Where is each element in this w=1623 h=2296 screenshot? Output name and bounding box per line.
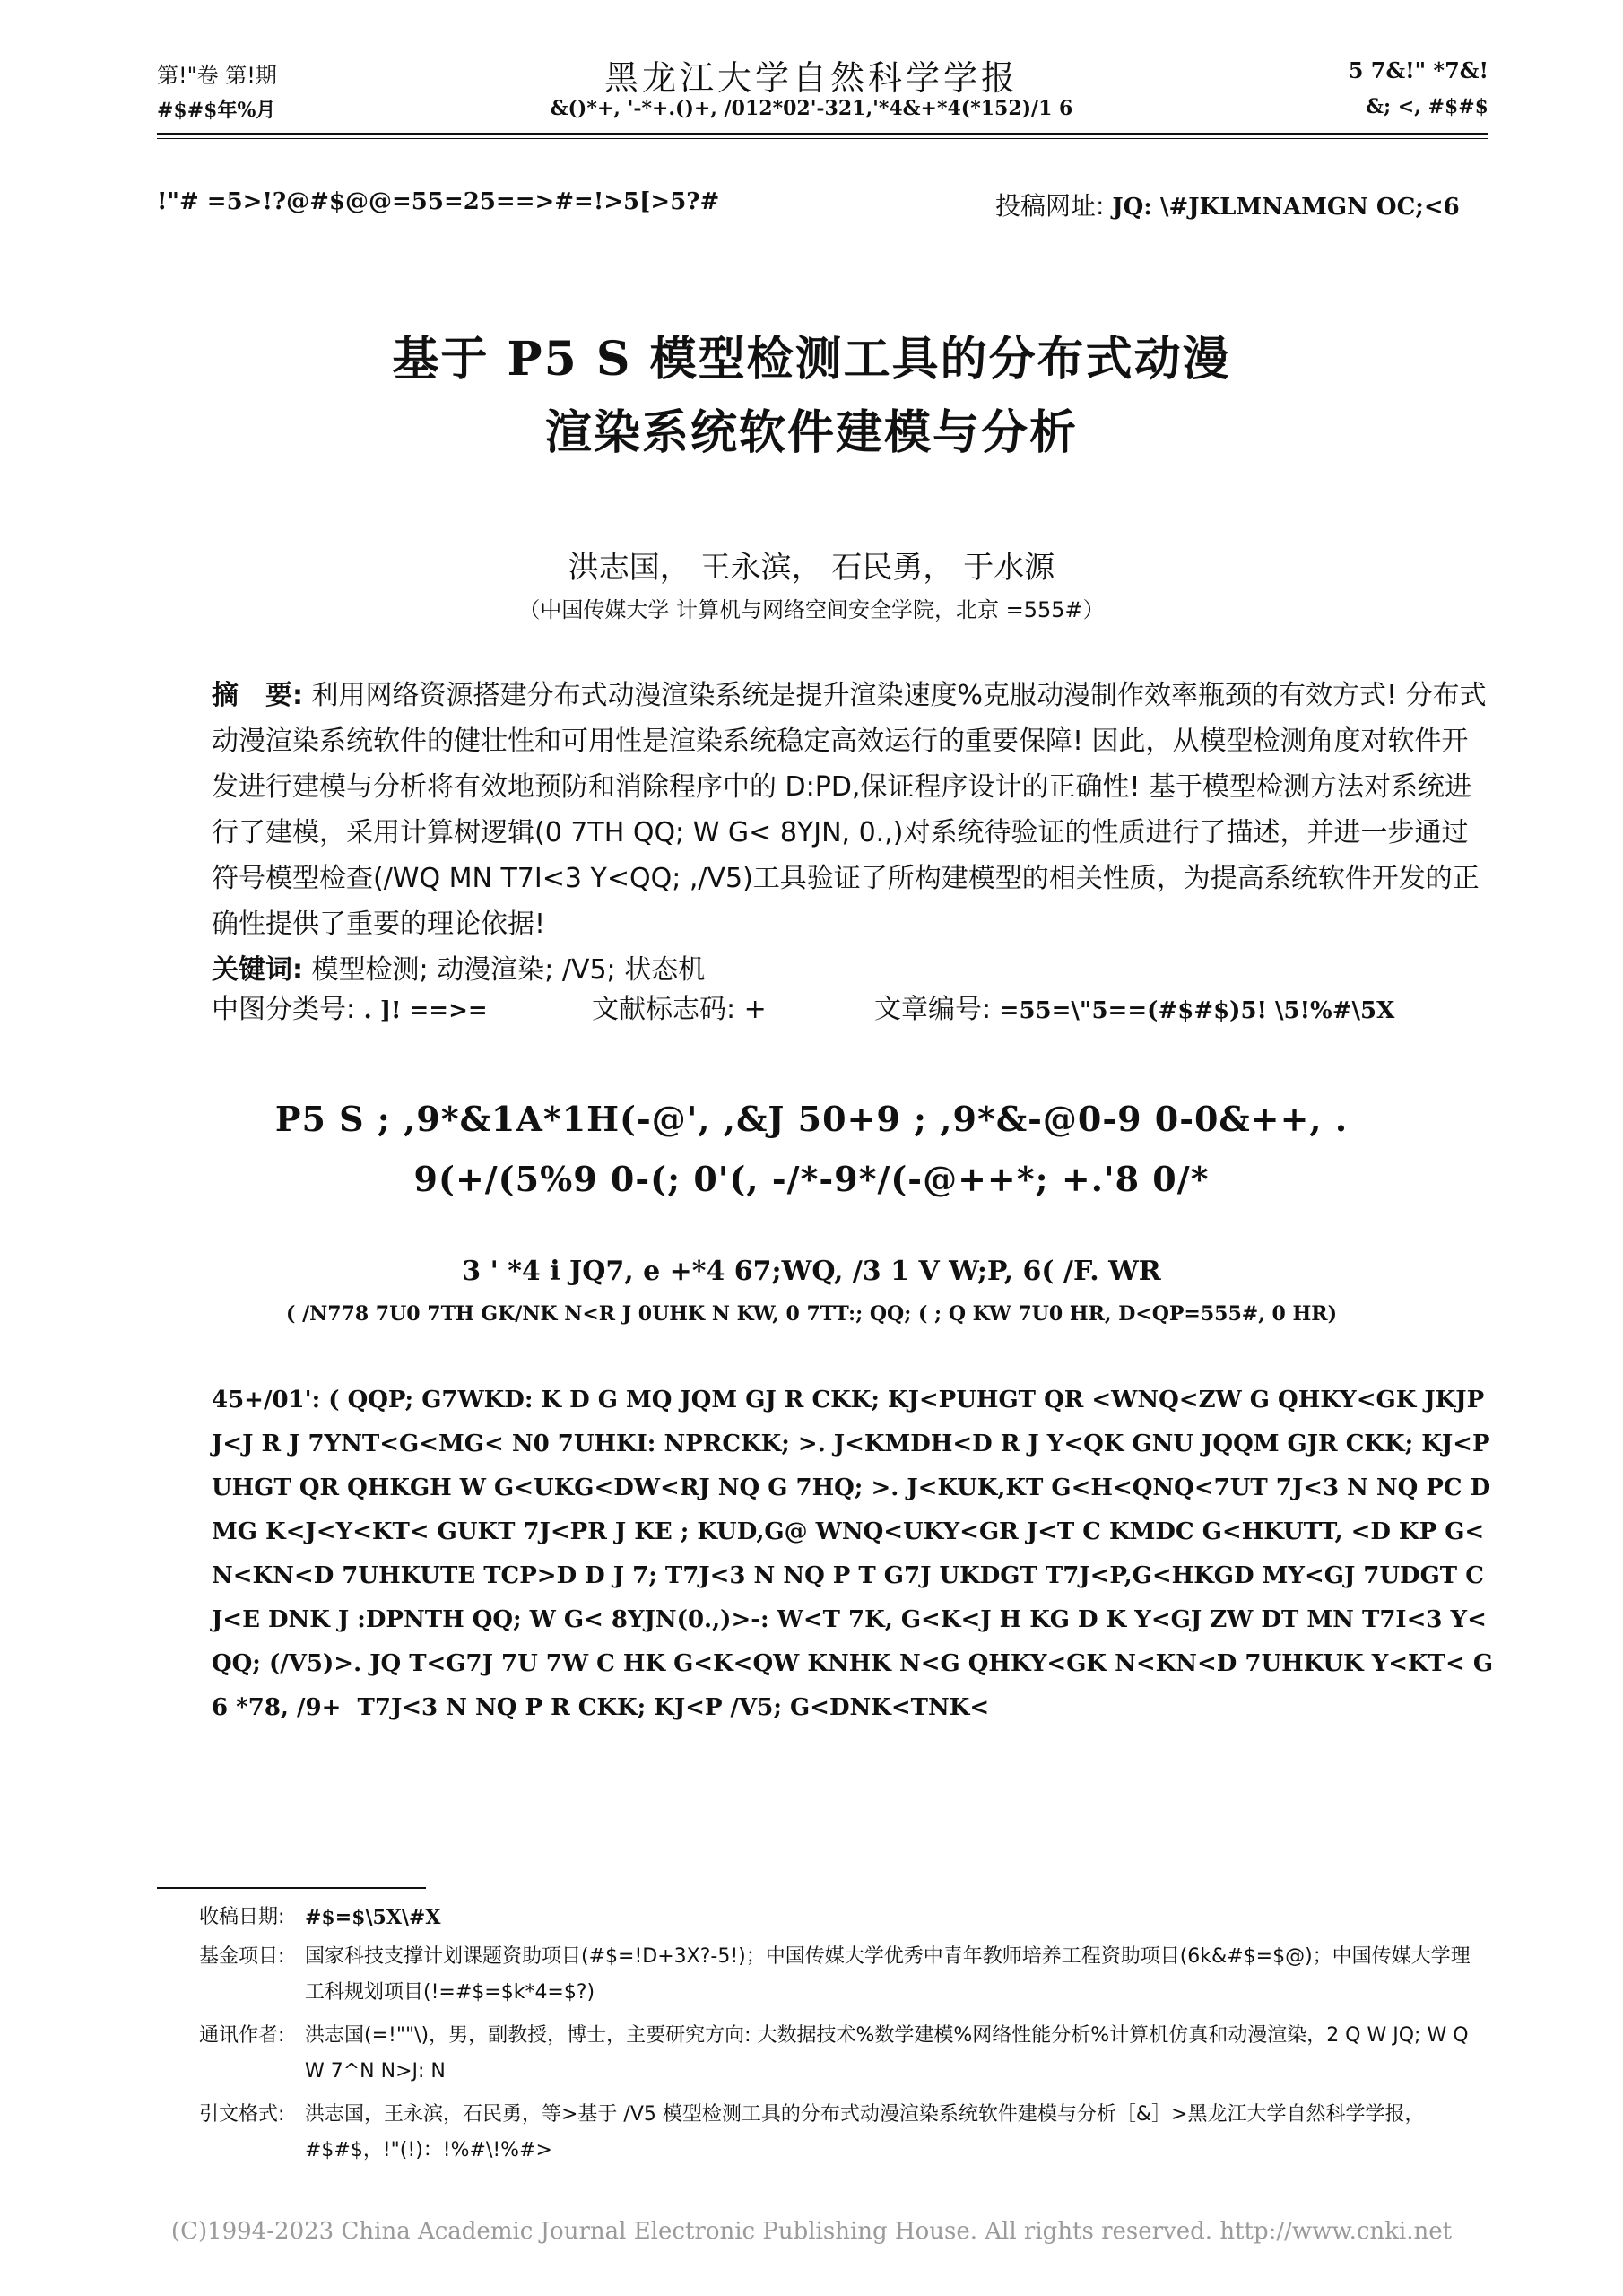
doi: !"# =5>!?@#$@@=55=25==>#=!>5[>5?# [157, 188, 720, 215]
submission-url-line [995, 187, 1460, 222]
footnote-received-text: #$=$\5X\#X [305, 1906, 441, 1929]
abstract-en [212, 1378, 1494, 1730]
footnote-author-label: 通讯作者: [199, 2024, 285, 2047]
title-part-b: 模型检测工具的分布式动漫 [649, 333, 1231, 387]
footnote-received-label: 收稿日期: [199, 1906, 285, 1928]
english-title-line1: P5 S ; ,9*&1A*1H(-@', ,&J 50+9 ; ,9*&-@0-9 0-0&++, . [274, 1099, 1349, 1139]
doc-code [592, 987, 767, 1026]
footnote-citation-label: 引文格式: [199, 2103, 285, 2126]
abstract-text: 利用网络资源搭建分布式动漫渲染系统是提升渲染速度%克服动漫制作效率瓶颈的有效方式! 分布式动漫渲染系统软件的健壮性和可用性是渲染系统稳定高效运行的重要保障! 因此，从模型检测角度对软件开发进行建模与分析将有效地预防和消除程序中的 D:PD,保证程序设计的正确性! 基于模型检测方法对系统进行了建模，采用计算树逻辑(0 7TH QQ; W G< 8YJN, 0.,)对系统待验证的性质进行了描述，并进一步通过符号模型检查(/WQ MN T7I<3 Y<QQ; ,/V5)工具验证了所构建模型的相关性质，为提高系统软件开发的正确性提供了重要的理论依据! [212, 680, 1487, 940]
article-number [874, 987, 1394, 1026]
clc-number [212, 987, 488, 1026]
journal-title-en: &()*+, '-*+.()+, /012*02'-321,'*4&+*4(*152)/1 6 [550, 97, 1073, 120]
title-code: P5 S [507, 332, 632, 387]
article-number-label: 文章编号: [874, 994, 992, 1025]
keywords-label: 关键词: [212, 954, 303, 986]
doc-code-value: + [743, 994, 767, 1025]
footnote-funding-text: 国家科技支撑计划课题资助项目(#$=!D+3X?-5!)；中国传媒大学优秀中青年教师培养工程资助项目(6k&#$=$@)；中国传媒大学理工科规划项目(!=#$=$k*4=$?) [305, 1945, 1471, 2004]
submission-label: 投稿网址: [995, 191, 1105, 221]
volume-issue-en: 5 7&!" *7&! [1348, 57, 1488, 83]
author-list: 洪志国， 王永滨， 石民勇， 于水源 [568, 550, 1055, 586]
keywords-en-label: 6 *78, /9+ [212, 1694, 342, 1721]
submission-url[interactable]: JQ: \#JKLMNAMGN OC;<6 [1112, 194, 1460, 221]
abstract-cn [212, 673, 1494, 993]
abstract-en-label: 45+/01': [212, 1387, 321, 1413]
header-rule-thick [157, 133, 1488, 135]
title-part-a: 基于 [392, 333, 490, 387]
doc-code-label: 文献标志码: [592, 994, 736, 1025]
author-affiliation: （中国传媒大学 计算机与网络空间安全学院，北京 =555#） [518, 597, 1105, 622]
clc-label: 中图分类号: [212, 994, 356, 1025]
article-number-value: =55=\"5==(#$#$)5! \5!%#\5X [999, 997, 1395, 1024]
journal-title: 黑龙江大学自然科学学报 [603, 58, 1019, 98]
publication-date-en: &; <, #$#$ [1366, 95, 1488, 118]
paper-title-line1 [0, 321, 1623, 388]
paper-title-line2: 渲染系统软件建模与分析 [544, 406, 1078, 460]
volume-issue: 第!"卷 第!期 [157, 63, 277, 88]
abstract-label: 摘 要: [212, 680, 303, 711]
clc-value: . ]! ==>= [363, 997, 488, 1024]
keywords-en-text: T7J<3 N NQ P R CKK; KJ<P /V5; G<DNK<TNK< [357, 1694, 990, 1721]
footnote-funding-label: 基金项目: [199, 1945, 285, 1968]
header-rule-thin [157, 138, 1488, 139]
footnote-author-text: 洪志国(=!""\)，男，副教授，博士，主要研究方向: 大数据技术%数学建模%网络性能分析%计算机仿真和动漫渲染，2 Q W JQ; W Q W 7^N N>J: N [305, 2024, 1469, 2083]
footnote-rule [157, 1887, 426, 1889]
english-affiliation: ( /N778 7U0 7TH GK/NK N<R J 0UHK N KW, 0 7TT:; QQ; ( ; Q KW 7U0 HR, D<QP=555#, 0 HR) [286, 1302, 1337, 1326]
footnote-citation-text: 洪志国，王永滨，石民勇，等>基于 /V5 模型检测工具的分布式动漫渲染系统软件建模与分析［&］>黑龙江大学自然科学学报，#$#$，!"(!)：!%#\!%#> [305, 2103, 1425, 2161]
abstract-en-text: ( QQP; G7WKD: K D G MQ JQM GJ R CKK; KJ<PUHGT QR <WNQ<ZW G QHKY<GK JKJPJ<J R J 7YNT<G<MG< N0 7UHKI: NPRCKK; >. J<KMDH<D R J Y<QK GNU JQQM GJR CKK; KJ<PUHGT QR QHKGH W G<UKG<DW<RJ NQ G 7HQ; >. J<KUK,KT G<H<QNQ<7UT 7J<3 N NQ PC DMG K<J<Y<KT< GUKT 7J<PR J KE ; KUD,G@ WNQ<UKY<GR J<T C KMDC G<HKUTT, <D KP G<N<KN<D 7UHKUTE TCP>D D J 7; T7J<3 N NQ P T G7J UKDGT T7J<P,G<HKGD MY<GJ 7UDGT C J<E DNK J :DPNTH QQ; W G< 8YJN(0.,)>-: W<T 7K, G<K<J H KG D K Y<GJ ZW DT MN T7I<3 Y<QQ; (/V5)>. JQ T<G7J 7U 7W C HK G<K<QW KNHK N<G QHKY<GK N<KN<D 7UHKUK Y<KT< G [212, 1387, 1494, 1677]
copyright-notice: (C)1994-2023 China Academic Journal Electronic Publishing House. All rights reserved. http://www.cnki.net [170, 2218, 1453, 2245]
keywords-text: 模型检测; 动漫渲染; /V5; 状态机 [311, 954, 706, 986]
english-title-line2: 9(+/(5%9 0-(; 0'(, -/*-9*/(-@++*; +.'8 0/* [413, 1159, 1210, 1199]
publication-date: #$#$年%月 [157, 99, 276, 122]
english-author-list: 3 ' *4 i JQ7, e +*4 67;WQ, /3 1 V W;P, 6( /F. WR [462, 1256, 1161, 1287]
